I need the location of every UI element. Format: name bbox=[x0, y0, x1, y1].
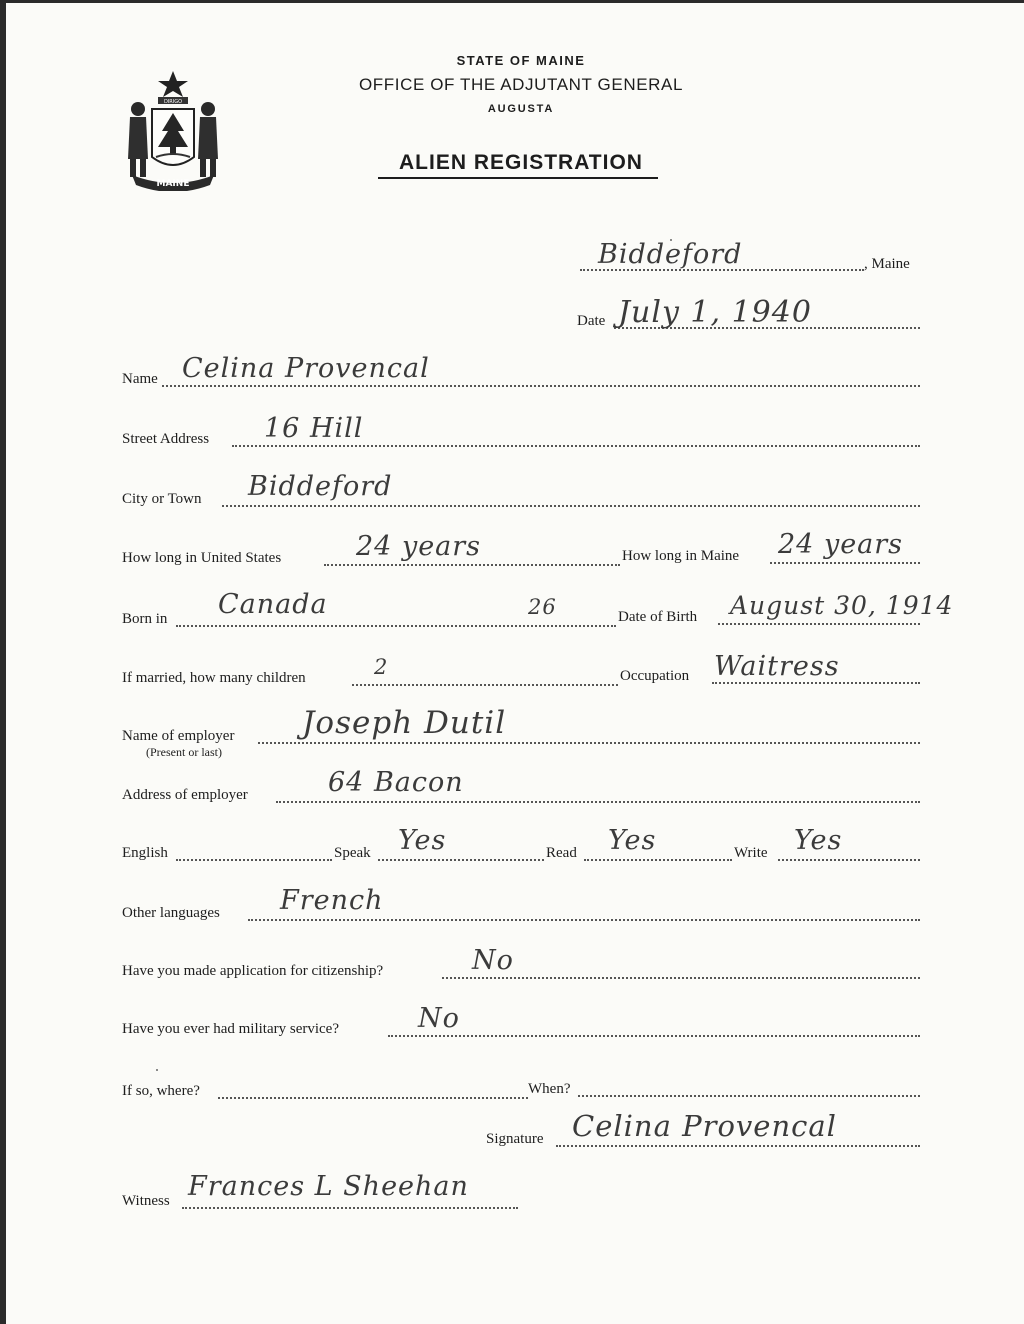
header-office: OFFICE OF THE ADJUTANT GENERAL bbox=[358, 75, 684, 94]
witness-label: Witness bbox=[122, 1193, 170, 1209]
birthplace-label: Born in bbox=[122, 611, 168, 627]
dob-value: August 30, 1914 bbox=[730, 591, 954, 620]
english-line bbox=[176, 859, 332, 861]
employer-sublabel: (Present or last) bbox=[146, 745, 222, 759]
languages-label: Other languages bbox=[122, 905, 220, 921]
military-line bbox=[388, 1035, 920, 1037]
city-line bbox=[222, 505, 920, 507]
us-duration-label: How long in United States bbox=[122, 550, 282, 566]
seal-banner: MAINE bbox=[156, 179, 190, 189]
employer-address-label: Address of employer bbox=[122, 787, 248, 803]
witness-line bbox=[182, 1207, 518, 1209]
occupation-value: Waitress bbox=[714, 651, 840, 682]
maine-state-seal-icon bbox=[118, 67, 228, 191]
citizenship-line bbox=[442, 977, 920, 979]
occupation-label: Occupation bbox=[620, 668, 690, 684]
maine-duration-value: 24 years bbox=[778, 529, 904, 560]
witness-value: Frances L Sheehan bbox=[188, 1171, 469, 1202]
seal-motto: DIRIGO bbox=[163, 99, 183, 105]
birthplace-value: Canada bbox=[218, 589, 328, 620]
english-label: English bbox=[122, 845, 168, 861]
write-value: Yes bbox=[794, 825, 843, 856]
name-line bbox=[162, 385, 920, 387]
employer-label: Name of employer bbox=[122, 728, 235, 744]
speak-label: Speak bbox=[334, 845, 371, 861]
employer-address-line bbox=[276, 801, 920, 803]
occupation-line bbox=[712, 682, 920, 684]
when-line bbox=[578, 1095, 920, 1097]
date-label: Date bbox=[577, 313, 606, 329]
read-value: Yes bbox=[608, 825, 657, 856]
header-city: AUGUSTA bbox=[487, 103, 555, 115]
street-line bbox=[232, 445, 920, 447]
date-value: July 1, 1940 bbox=[618, 295, 812, 330]
languages-line bbox=[248, 919, 920, 921]
dob-label: Date of Birth bbox=[618, 609, 698, 625]
form-title: ALIEN REGISTRATION bbox=[399, 151, 643, 174]
name-value: Celina Provencal bbox=[182, 353, 430, 384]
write-line bbox=[778, 859, 920, 861]
read-line bbox=[584, 859, 732, 861]
children-value: 2 bbox=[374, 655, 389, 679]
dob-line bbox=[718, 623, 920, 625]
city-label: City or Town bbox=[122, 491, 202, 507]
paper-speck bbox=[156, 1069, 158, 1071]
children-label: If married, how many children bbox=[122, 670, 306, 686]
speak-line bbox=[378, 859, 544, 861]
signature-label: Signature bbox=[486, 1131, 544, 1147]
military-label: Have you ever had military service? bbox=[122, 1021, 339, 1037]
where-label: If so, where? bbox=[122, 1083, 200, 1099]
city-value: Biddeford bbox=[248, 471, 393, 502]
signature-line bbox=[556, 1145, 920, 1147]
title-underline bbox=[378, 177, 658, 179]
place-suffix-label: , Maine bbox=[864, 256, 910, 272]
read-label: Read bbox=[546, 845, 577, 861]
employer-line bbox=[258, 742, 920, 744]
languages-value: French bbox=[280, 885, 384, 916]
street-value: 16 Hill bbox=[264, 413, 364, 444]
employer-address-value: 64 Bacon bbox=[328, 767, 464, 798]
street-label: Street Address bbox=[122, 431, 210, 447]
us-duration-line bbox=[324, 564, 620, 566]
us-duration-value: 24 years bbox=[356, 531, 482, 562]
birthplace-line bbox=[176, 625, 616, 627]
header-state: STATE OF MAINE bbox=[456, 53, 586, 68]
citizenship-value: No bbox=[472, 945, 514, 976]
name-label: Name bbox=[122, 371, 158, 387]
citizenship-label: Have you made application for citizenship? bbox=[122, 963, 384, 979]
speak-value: Yes bbox=[398, 825, 447, 856]
maine-duration-label: How long in Maine bbox=[622, 548, 740, 564]
maine-duration-line bbox=[770, 562, 920, 564]
where-line bbox=[218, 1097, 528, 1099]
children-line bbox=[352, 684, 618, 686]
employer-value: Joseph Dutil bbox=[302, 705, 507, 741]
age-value: 26 bbox=[528, 595, 557, 619]
when-label: When? bbox=[528, 1081, 571, 1097]
military-value: No bbox=[418, 1003, 460, 1034]
write-label: Write bbox=[734, 845, 768, 861]
signature-value: Celina Provencal bbox=[572, 1109, 837, 1143]
place-value: Biddeford bbox=[598, 239, 743, 270]
